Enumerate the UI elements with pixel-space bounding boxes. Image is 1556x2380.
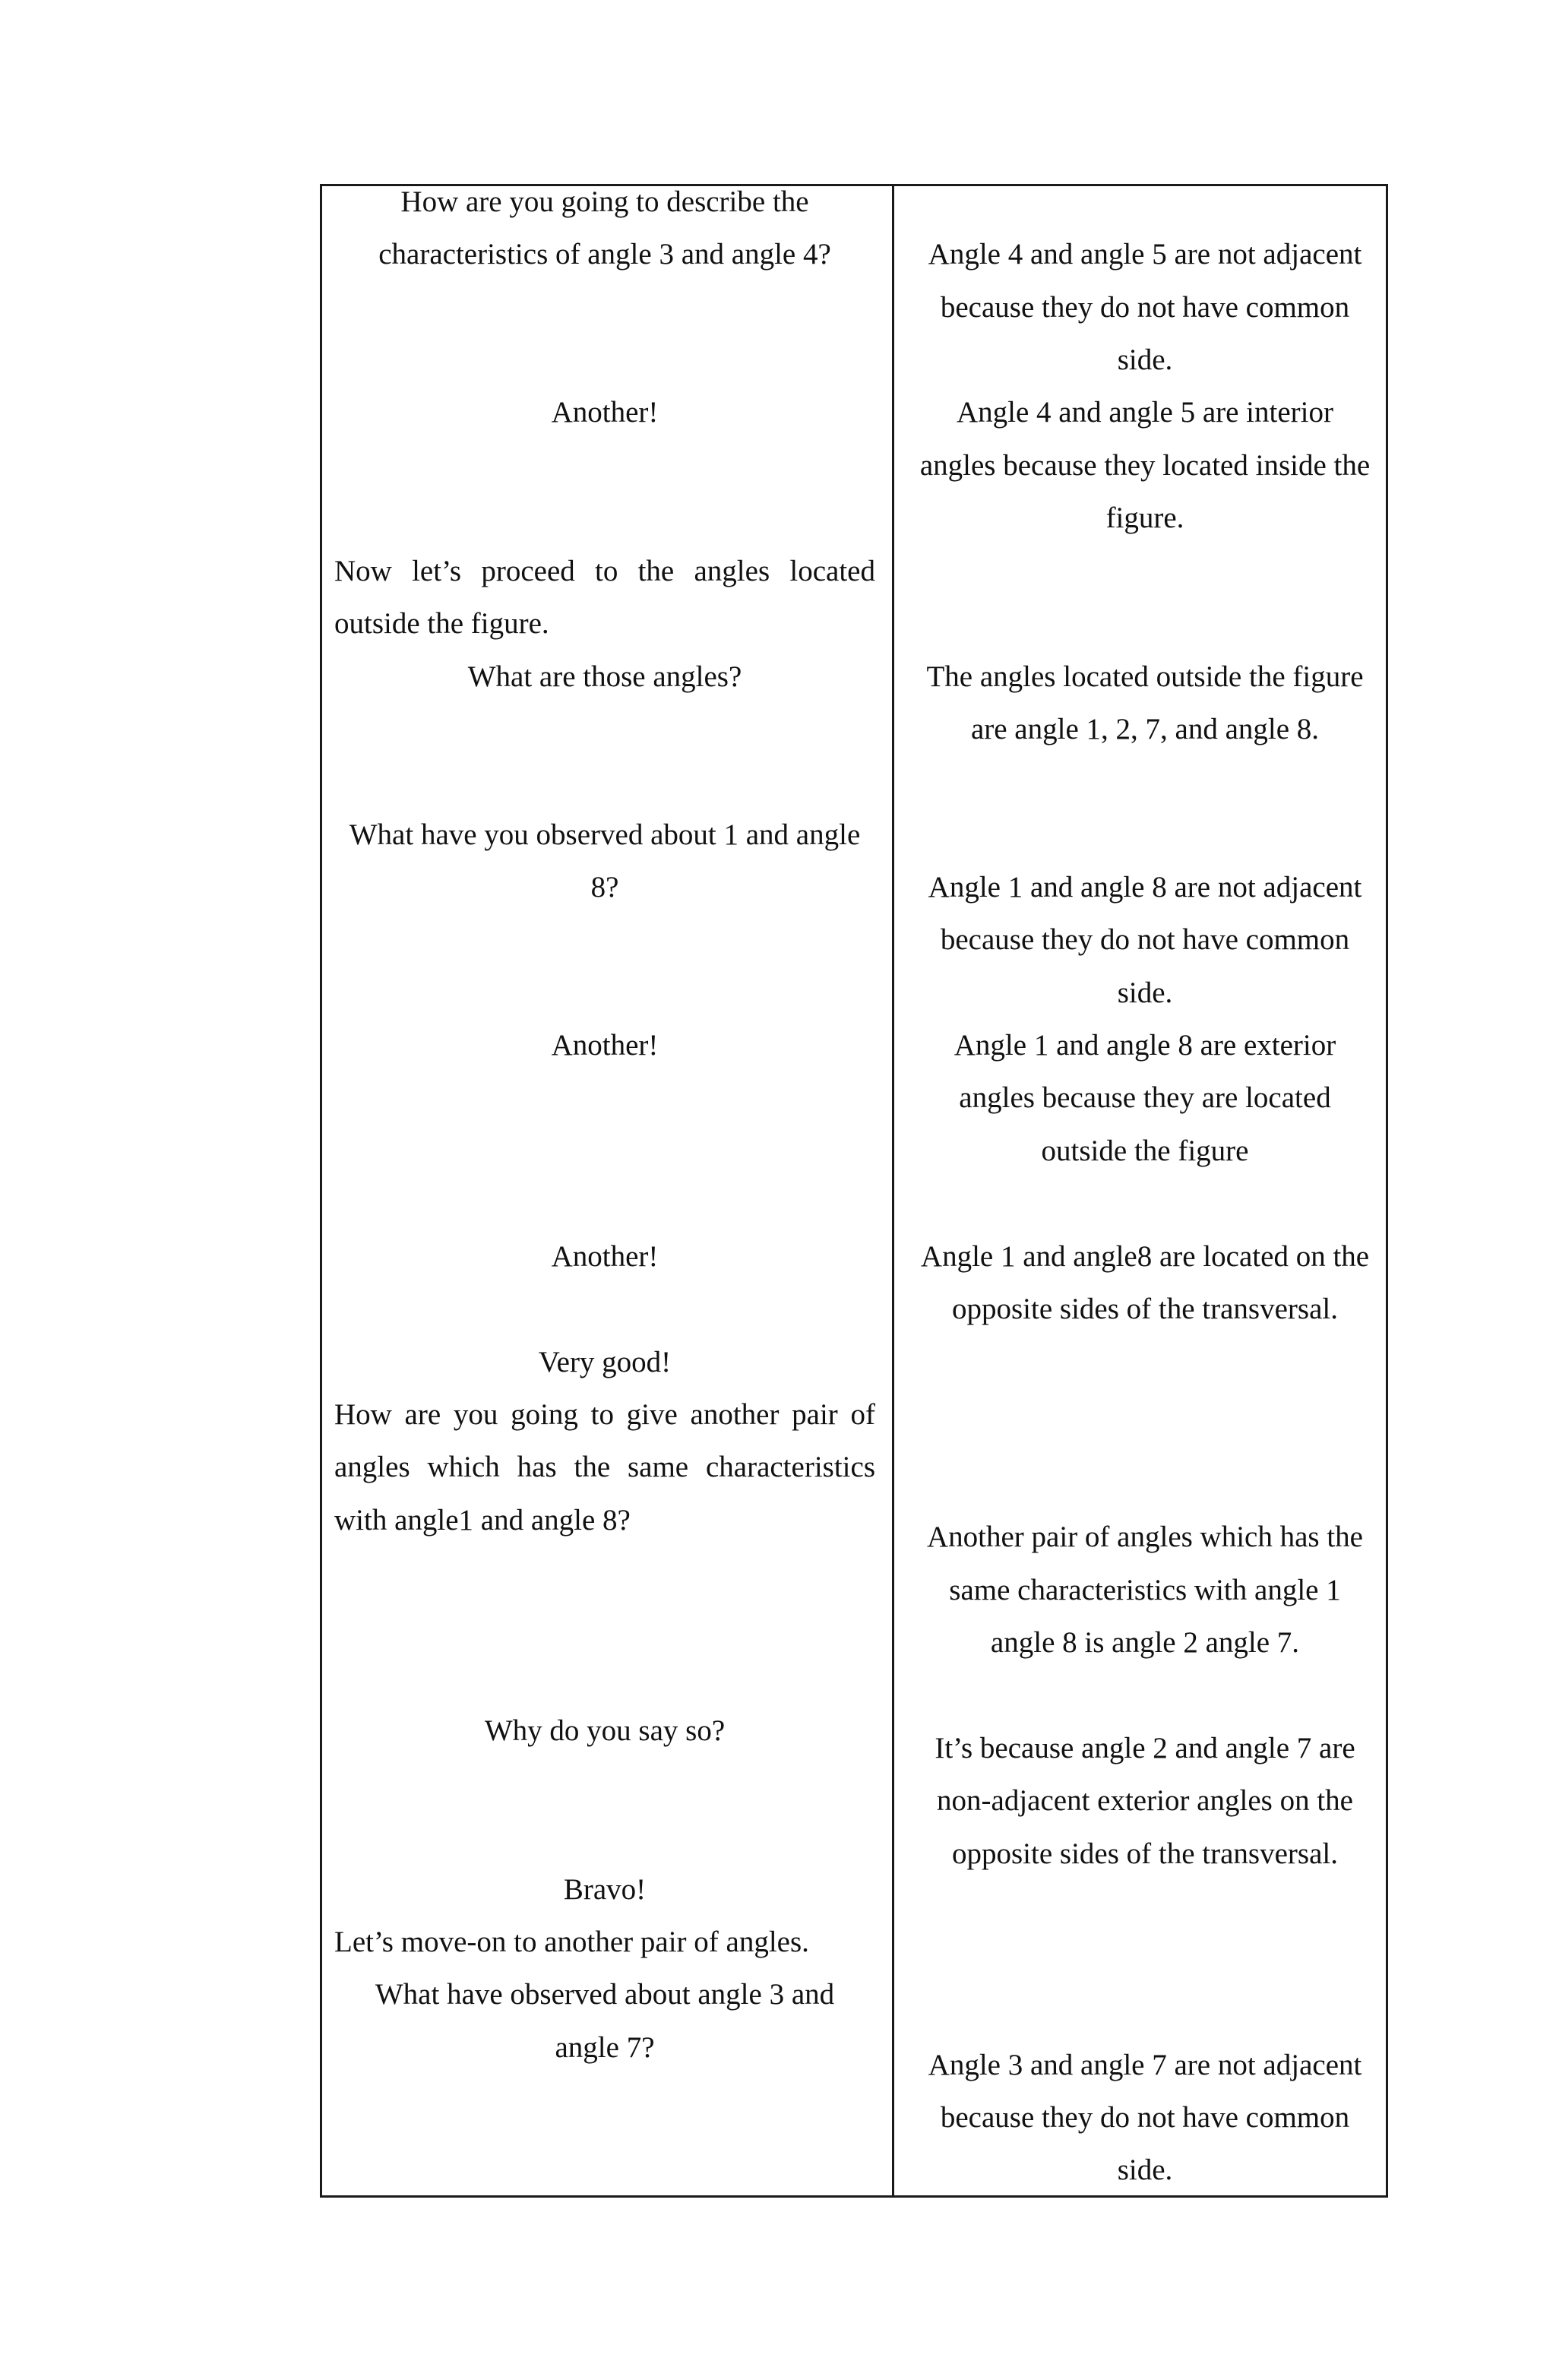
teacher-line: What are those angles?: [467, 660, 742, 693]
teacher-line: What have you observed about 1 and angle: [349, 818, 861, 851]
student-line: because they do not have common: [940, 2101, 1350, 2134]
teacher-line: How are you going to describe the: [400, 185, 809, 218]
student-line: figure.: [1105, 502, 1184, 534]
student-line: side.: [1117, 2154, 1173, 2186]
student-line: Angle 4 and angle 5 are interior: [957, 396, 1333, 429]
student-line: Angle 1 and angle 8 are exterior: [954, 1029, 1336, 1062]
student-line: angles because they are located: [959, 1081, 1331, 1114]
teacher-line: How are you going to give another pair of: [334, 1398, 875, 1431]
student-line: opposite sides of the transversal.: [952, 1293, 1338, 1325]
student-line: are angle 1, 2, 7, and angle 8.: [970, 713, 1320, 745]
column-divider: [892, 184, 894, 2198]
teacher-line: angle 7?: [555, 2031, 655, 2064]
student-line: same characteristics with angle 1: [949, 1574, 1341, 1606]
student-line: opposite sides of the transversal.: [952, 1837, 1338, 1870]
student-line: side.: [1117, 343, 1173, 376]
teacher-line: with angle1 and angle 8?: [334, 1504, 631, 1537]
student-line: Angle 4 and angle 5 are not adjacent: [928, 238, 1362, 271]
teacher-line: angles which has the same characteristics: [334, 1451, 875, 1483]
teacher-line: outside the figure.: [334, 607, 549, 640]
student-line: because they do not have common: [940, 923, 1350, 956]
student-line: The angles located outside the figure: [926, 660, 1364, 693]
student-line: Angle 3 and angle 7 are not adjacent: [928, 2049, 1362, 2081]
teacher-line: Bravo!: [563, 1873, 647, 1906]
student-line: side.: [1117, 976, 1173, 1009]
teacher-line: Another!: [551, 396, 659, 429]
teacher-line: Another!: [551, 1029, 659, 1062]
student-line: Another pair of angles which has the: [927, 1521, 1363, 1553]
student-line: non-adjacent exterior angles on the: [937, 1784, 1353, 1817]
student-line: outside the figure: [1041, 1135, 1249, 1167]
student-line: because they do not have common: [940, 291, 1350, 324]
student-line: It’s because angle 2 and angle 7 are: [935, 1732, 1355, 1764]
teacher-line: characteristics of angle 3 and angle 4?: [378, 238, 831, 271]
student-line: Angle 1 and angle 8 are not adjacent: [928, 871, 1362, 904]
teacher-line: Another!: [551, 1240, 659, 1273]
student-line: angles because they located inside the: [919, 449, 1371, 482]
teacher-line: Why do you say so?: [484, 1714, 726, 1747]
teacher-line: What have observed about angle 3 and: [375, 1978, 835, 2011]
teacher-line: 8?: [590, 871, 619, 904]
teacher-line: Very good!: [538, 1346, 672, 1378]
teacher-line: Now let’s proceed to the angles located: [334, 555, 875, 587]
teacher-line: Let’s move-on to another pair of angles.: [334, 1926, 809, 1958]
student-line: angle 8 is angle 2 angle 7.: [990, 1626, 1300, 1659]
student-line: Angle 1 and angle8 are located on the: [920, 1240, 1370, 1273]
